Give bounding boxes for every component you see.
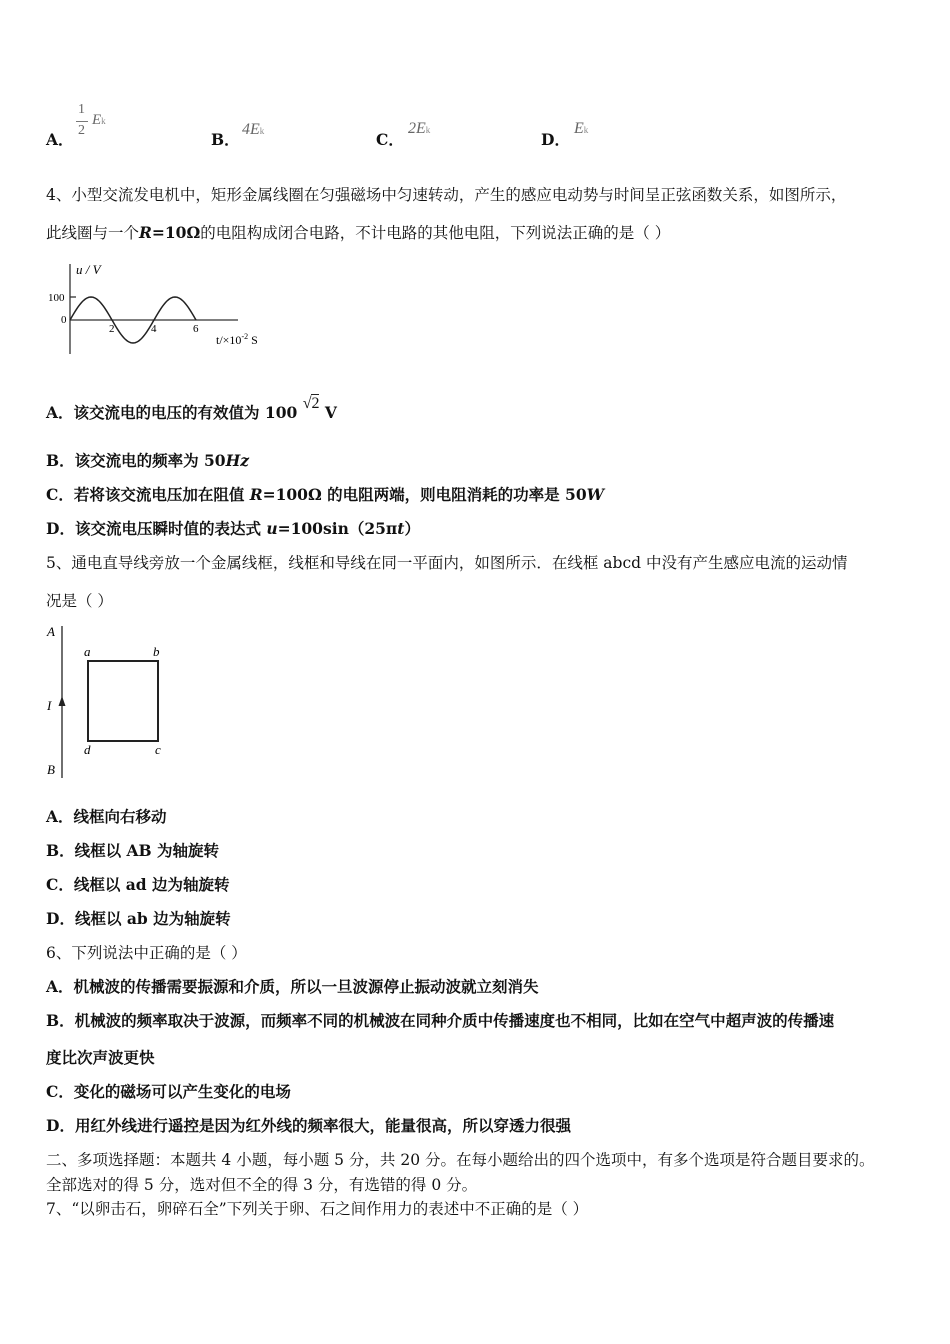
fraction-denominator: 2 (78, 123, 85, 138)
fraction-bar (76, 121, 88, 122)
label-I: I (47, 698, 52, 713)
q3-option-b-label: B． (211, 130, 240, 149)
q4-option-a[interactable]: A．该交流电的电压的有效值为 100 √2 V (46, 395, 337, 422)
q3-option-c-expr: 2Ek (408, 120, 431, 137)
q6-option-c[interactable]: C．变化的磁场可以产生变化的电场 (46, 1082, 291, 1101)
q6-option-b-line1[interactable]: B．机械波的频率取决于波源，而频率不同的机械波在同种介质中传播速度也不相同，比如在空气中超声波的传播速 (46, 1011, 835, 1030)
q4-option-c[interactable]: C．若将该交流电压加在阻值 R=100Ω 的电阻两端，则电阻消耗的功率是 50W (46, 485, 605, 504)
q4-voltage-graph (40, 256, 300, 358)
section2-heading-line1: 二、多项选择题：本题共 4 小题，每小题 5 分，共 20 分。在每小题给出的四个选项中，有多个选项是符合题目要求的。 (46, 1151, 875, 1169)
q4-option-d[interactable]: D．该交流电压瞬时值的表达式 u=100sin（25πt） (46, 519, 420, 538)
label-b: b (153, 644, 160, 659)
q4-stem-line2: 此线圈与一个R=10Ω的电阻构成闭合电路，不计电路的其他电阻，下列说法正确的是（ ） (46, 223, 671, 242)
q5-option-c[interactable]: C．线框以 ad 边为轴旋转 (46, 875, 230, 894)
q5-wire-frame-figure (40, 620, 180, 782)
q5-option-b[interactable]: B．线框以 AB 为轴旋转 (46, 841, 220, 860)
label-d: d (84, 742, 91, 757)
q3-option-c-label: C． (376, 130, 404, 149)
q5-option-d[interactable]: D．线框以 ab 边为轴旋转 (46, 909, 231, 928)
x-tick-label: 4 (151, 323, 157, 335)
current-arrow-icon (59, 696, 66, 706)
y-tick-label: 100 (48, 292, 65, 304)
x-axis-label: $t/\times 10^{-2}$ S (216, 332, 258, 347)
section2-heading-line2: 全部选对的得 5 分，选对但不全的得 3 分，有选错的得 0 分。 (46, 1176, 478, 1194)
q3-option-d-label: D． (541, 130, 570, 149)
q3-options (46, 100, 646, 150)
metal-frame-abcd (88, 661, 158, 741)
label-A: A (47, 624, 55, 639)
q6-option-a[interactable]: A．机械波的传播需要振源和介质，所以一旦波源停止振动波就立刻消失 (46, 977, 539, 996)
label-c: c (155, 742, 161, 757)
q3-option-b-expr: 4Ek (242, 121, 265, 138)
q3-option-a-expr: Ek (92, 112, 106, 128)
q5-stem-line1: 5、通电直导线旁放一个金属线框，线框和导线在同一平面内，如图所示．在线框 abcd 中没有产生感应电流的运动情 (46, 554, 848, 572)
q6-option-b-line2[interactable]: 度比次声波更快 (46, 1048, 155, 1067)
fraction-numerator: 1 (78, 102, 85, 117)
q3-option-d-expr: Ek (574, 120, 589, 137)
origin-label: 0 (61, 314, 67, 326)
q3-option-a-label: A． (46, 130, 74, 149)
sqrt-symbol: √2 (302, 395, 320, 412)
q6-stem: 6、下列说法中正确的是（ ） (46, 944, 247, 962)
label-B: B (47, 762, 55, 777)
q6-option-d[interactable]: D．用红外线进行遥控是因为红外线的频率很大，能量很高，所以穿透力很强 (46, 1116, 571, 1135)
q5-stem-line2: 况是（ ） (46, 592, 113, 610)
q5-option-a[interactable]: A．线框向右移动 (46, 807, 167, 826)
x-tick-label: 2 (109, 323, 115, 335)
y-axis-label: u / V (76, 262, 101, 277)
q4-option-b[interactable]: B．该交流电的频率为 50Hz (46, 451, 250, 470)
x-tick-label: 6 (193, 323, 199, 335)
q4-stem-line1: 4、小型交流发电机中，矩形金属线圈在匀强磁场中匀速转动，产生的感应电动势与时间呈正弦函数关系，如图所示， (46, 186, 847, 204)
label-a: a (84, 644, 91, 659)
q7-stem: 7、“以卵击石，卵碎石全”下列关于卵、石之间作用力的表述中不正确的是（ ） (46, 1200, 589, 1218)
